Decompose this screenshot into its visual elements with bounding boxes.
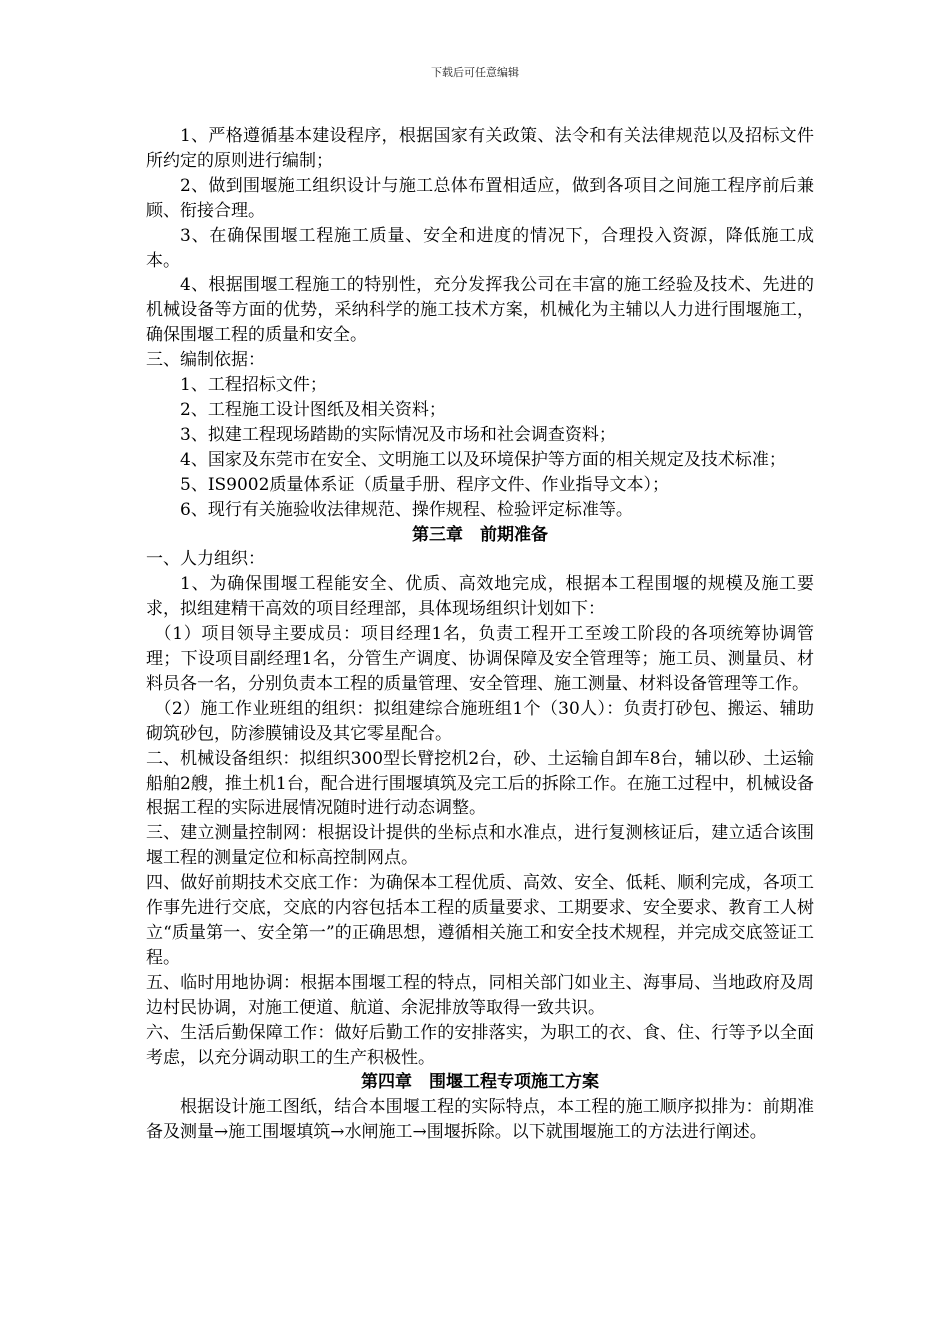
paragraph: 2、工程施工设计图纸及相关资料； (180, 399, 446, 420)
paragraph: 三、建立测量控制网：根据设计提供的坐标点和水准点，进行复测核证后，建立适合该围堰工程的测量定位和标高控制网点。 (146, 823, 814, 869)
paragraph: （2）施工作业班组的组织：拟组建综合施班组1个（30人）：负责打砂包、搬运、辅助砌筑砂包，防渗膜铺设及其它零星配合。 (146, 698, 814, 744)
paragraph: 1、工程招标文件； (180, 375, 327, 396)
paragraph: 2、做到围堰施工组织设计与施工总体布置相适应，做到各项目之间施工程序前后兼顾、衔接合理。 (146, 175, 814, 221)
paragraph: 4、根据围堰工程施工的特别性，充分发挥我公司在丰富的施工经验及技术、先进的机械设备等方面的优势，采纳科学的施工技术方案，机械化为主辅以人力进行围堰施工，确保围堰工程的质量和安全。 (146, 275, 814, 346)
paragraph: 四、做好前期技术交底工作：为确保本工程优质、高效、安全、低耗、顺利完成，各项工作事先进行交底，交底的内容包括本工程的质量要求、工期要求、安全要求、教育工人树立“质量第一、安全第一”的正确思想，遵循相关施工和安全技术规程，并完成交底签证工程。 (146, 873, 814, 968)
paragraph: （1）项目领导主要成员：项目经理1名，负责工程开工至竣工阶段的各项统筹协调管理；下设项目副经理1名，分管生产调度、协调保障及安全管理等；施工员、测量员、材料员各一名，分别负责本工程的质量管理、安全管理、施工测量、材料设备管理等工作。 (146, 624, 814, 694)
paragraph: 六、生活后勤保障工作：做好后勤工作的安排落实，为职工的衣、食、住、行等予以全面考虑，以充分调动职工的生产积极性。 (146, 1022, 814, 1068)
paragraph: 6、现行有关施验收法律规范、操作规程、检验评定标准等。 (180, 499, 633, 520)
paragraph: 五、临时用地协调：根据本围堰工程的特点，同相关部门如业主、海事局、当地政府及周边村民协调，对施工便道、航道、余泥排放等取得一致共识。 (146, 972, 814, 1018)
paragraph: 二、机械设备组织：拟组织300型长臂挖机2台，砂、土运输自卸车8台，辅以砂、土运输船舶2艘，推土机1台，配合进行围堰填筑及完工后的拆除工作。在施工过程中，机械设备根据工程的实际进展情况随时进行动态调整。 (146, 748, 814, 819)
chapter-title: 第三章 前期准备 (412, 524, 548, 545)
paragraph: 1、严格遵循基本建设程序，根据国家有关政策、法令和有关法律规范以及招标文件所约定的原则进行编制； (146, 126, 814, 171)
paragraph: 1、为确保围堰工程能安全、优质、高效地完成，根据本工程围堰的规模及施工要求，拟组建精干高效的项目经理部，具体现场组织计划如下： (146, 574, 814, 620)
section-heading: 一、人力组织： (146, 549, 265, 570)
paragraph: 5、IS9002质量体系证（质量手册、程序文件、作业指导文本）； (180, 474, 669, 495)
document-body (146, 124, 814, 1145)
paragraph: 4、国家及东莞市在安全、文明施工以及环境保护等方面的相关规定及技术标准； (180, 449, 786, 470)
section-heading: 三、编制依据： (146, 350, 265, 371)
page-header: 下载后可任意编辑 (431, 66, 519, 79)
paragraph: 3、在确保围堰工程施工质量、安全和进度的情况下，合理投入资源，降低施工成本。 (146, 225, 814, 271)
paragraph: 3、拟建工程现场踏勘的实际情况及市场和社会调查资料； (180, 424, 616, 445)
paragraph: 根据设计施工图纸，结合本围堰工程的实际特点，本工程的施工顺序拟排为：前期准备及测量→施工围堰填筑→水闸施工→围堰拆除。以下就围堰施工的方法进行阐述。 (146, 1097, 814, 1143)
chapter-title: 第四章 围堰工程专项施工方案 (361, 1072, 599, 1093)
